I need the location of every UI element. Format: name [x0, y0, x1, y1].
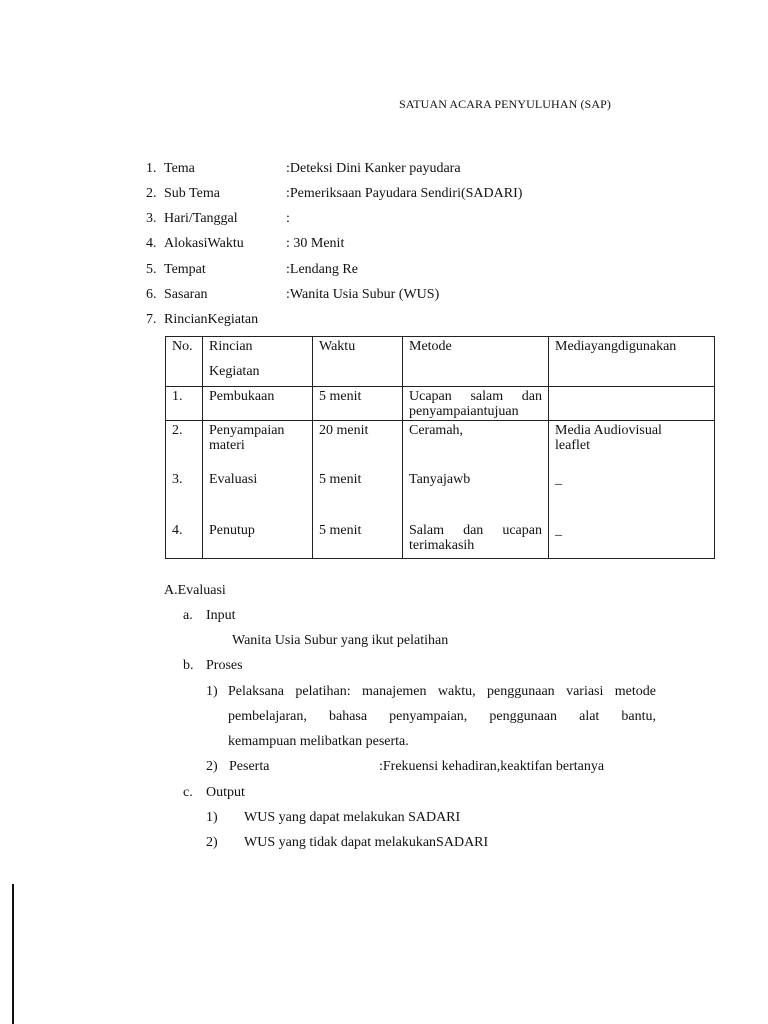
- cell-media-group: [549, 421, 715, 559]
- cell-no: 3.: [172, 472, 183, 487]
- output-label: Output: [206, 785, 245, 800]
- proses-item-line: kemampuan melibatkan peserta.: [228, 734, 409, 749]
- cell-metode-line: Ucapan salam dan: [409, 389, 542, 404]
- proses-item-line: Pelaksana pelatihan: manajemen waktu, penggunaan variasi metode: [228, 684, 656, 699]
- cell-rincian: Penyampaian: [209, 423, 285, 438]
- cell-metode-line: penyampaiantujuan: [409, 404, 519, 419]
- item-label-rincian-kegiatan: RincianKegiatan: [164, 312, 259, 327]
- output-item-marker: 2): [206, 835, 218, 850]
- evaluation-heading: A.Evaluasi: [164, 583, 226, 598]
- list-number: 2.: [146, 186, 157, 201]
- item-value-tema: :Deteksi Dini Kanker payudara: [286, 161, 461, 176]
- table-row-group: [166, 421, 715, 559]
- cell-waktu: 5 menit: [319, 472, 362, 487]
- cell-rincian: Evaluasi: [209, 472, 258, 487]
- cell-metode: Tanyajawb: [409, 472, 471, 487]
- cell-no: 1.: [166, 387, 203, 421]
- output-marker: c.: [183, 785, 193, 800]
- proses-item-marker: 1): [206, 684, 218, 699]
- cell-metode-group: [403, 421, 549, 559]
- output-item-text: WUS yang dapat melakukan SADARI: [244, 810, 461, 825]
- table-row: [166, 387, 715, 421]
- cell-metode: Ceramah,: [409, 423, 464, 438]
- header-waktu: Waktu: [313, 337, 403, 387]
- cell-metode: Salam dan ucapan: [409, 523, 542, 538]
- input-text: Wanita Usia Subur yang ikut pelatihan: [232, 633, 449, 648]
- cell-waktu: 20 menit: [319, 423, 369, 438]
- cell-media: leaflet: [555, 438, 590, 453]
- cell-metode: terimakasih: [409, 538, 475, 553]
- cell-waktu: 5 menit: [319, 523, 362, 538]
- item-value-sasaran: :Wanita Usia Subur (WUS): [286, 287, 440, 302]
- input-label: Input: [206, 608, 236, 623]
- proses-label: Proses: [206, 658, 243, 673]
- cell-rincian-group: [203, 421, 313, 559]
- header-no: No.: [166, 337, 203, 387]
- peserta-value: :Frekuensi kehadiran,keaktifan bertanya: [379, 759, 605, 774]
- header-metode: Metode: [403, 337, 549, 387]
- item-label-sub-tema: Sub Tema: [164, 186, 220, 201]
- proses-item-text: [228, 679, 656, 754]
- cell-media: _: [555, 523, 562, 538]
- output-item-text: WUS yang tidak dapat melakukanSADARI: [244, 835, 489, 850]
- cell-rincian: materi: [209, 438, 245, 453]
- cell-no: 4.: [172, 523, 183, 538]
- item-label-alokasi-waktu: AlokasiWaktu: [164, 236, 244, 251]
- header-rincian-line: Kegiatan: [209, 364, 260, 379]
- document-title: SATUAN ACARA PENYULUHAN (SAP): [399, 97, 611, 111]
- cell-no: 2.: [172, 423, 183, 438]
- list-number: 7.: [146, 312, 157, 327]
- proses-item-marker: 2): [206, 759, 218, 774]
- item-label-sasaran: Sasaran: [164, 287, 208, 302]
- list-number: 3.: [146, 211, 157, 226]
- list-number: 5.: [146, 262, 157, 277]
- list-number: 6.: [146, 287, 157, 302]
- header-rincian-line: Rincian: [209, 339, 253, 354]
- cell-metode: [403, 387, 549, 421]
- cell-waktu: 5 menit: [313, 387, 403, 421]
- header-media: Mediayangdigunakan: [549, 337, 715, 387]
- table-header-row: [166, 337, 715, 387]
- list-number: 4.: [146, 236, 157, 251]
- item-value-hari-tanggal: :: [286, 211, 290, 226]
- cell-rincian: Pembukaan: [203, 387, 313, 421]
- input-marker: a.: [183, 608, 193, 623]
- cell-no-group: [166, 421, 203, 559]
- list-number: 1.: [146, 161, 157, 176]
- cell-rincian: Penutup: [209, 523, 255, 538]
- item-label-tempat: Tempat: [164, 262, 206, 277]
- proses-item-line: pembelajaran, bahasa penyampaian, penggunaan alat bantu,: [228, 709, 656, 724]
- cell-media: _: [555, 472, 562, 487]
- item-label-tema: Tema: [164, 161, 195, 176]
- peserta-label: Peserta: [229, 759, 270, 774]
- activity-table: [165, 336, 715, 559]
- item-value-sub-tema: :Pemeriksaan Payudara Sendiri(SADARI): [286, 186, 523, 201]
- output-item-marker: 1): [206, 810, 218, 825]
- item-label-hari-tanggal: Hari/Tanggal: [164, 211, 238, 226]
- item-value-tempat: :Lendang Re: [286, 262, 358, 277]
- header-rincian: [203, 337, 313, 387]
- cell-media: Media Audiovisual: [555, 423, 662, 438]
- proses-marker: b.: [183, 658, 194, 673]
- item-value-alokasi-waktu: : 30 Menit: [286, 236, 345, 251]
- page-edge-line: [12, 884, 14, 1024]
- cell-waktu-group: [313, 421, 403, 559]
- cell-media: [549, 387, 715, 421]
